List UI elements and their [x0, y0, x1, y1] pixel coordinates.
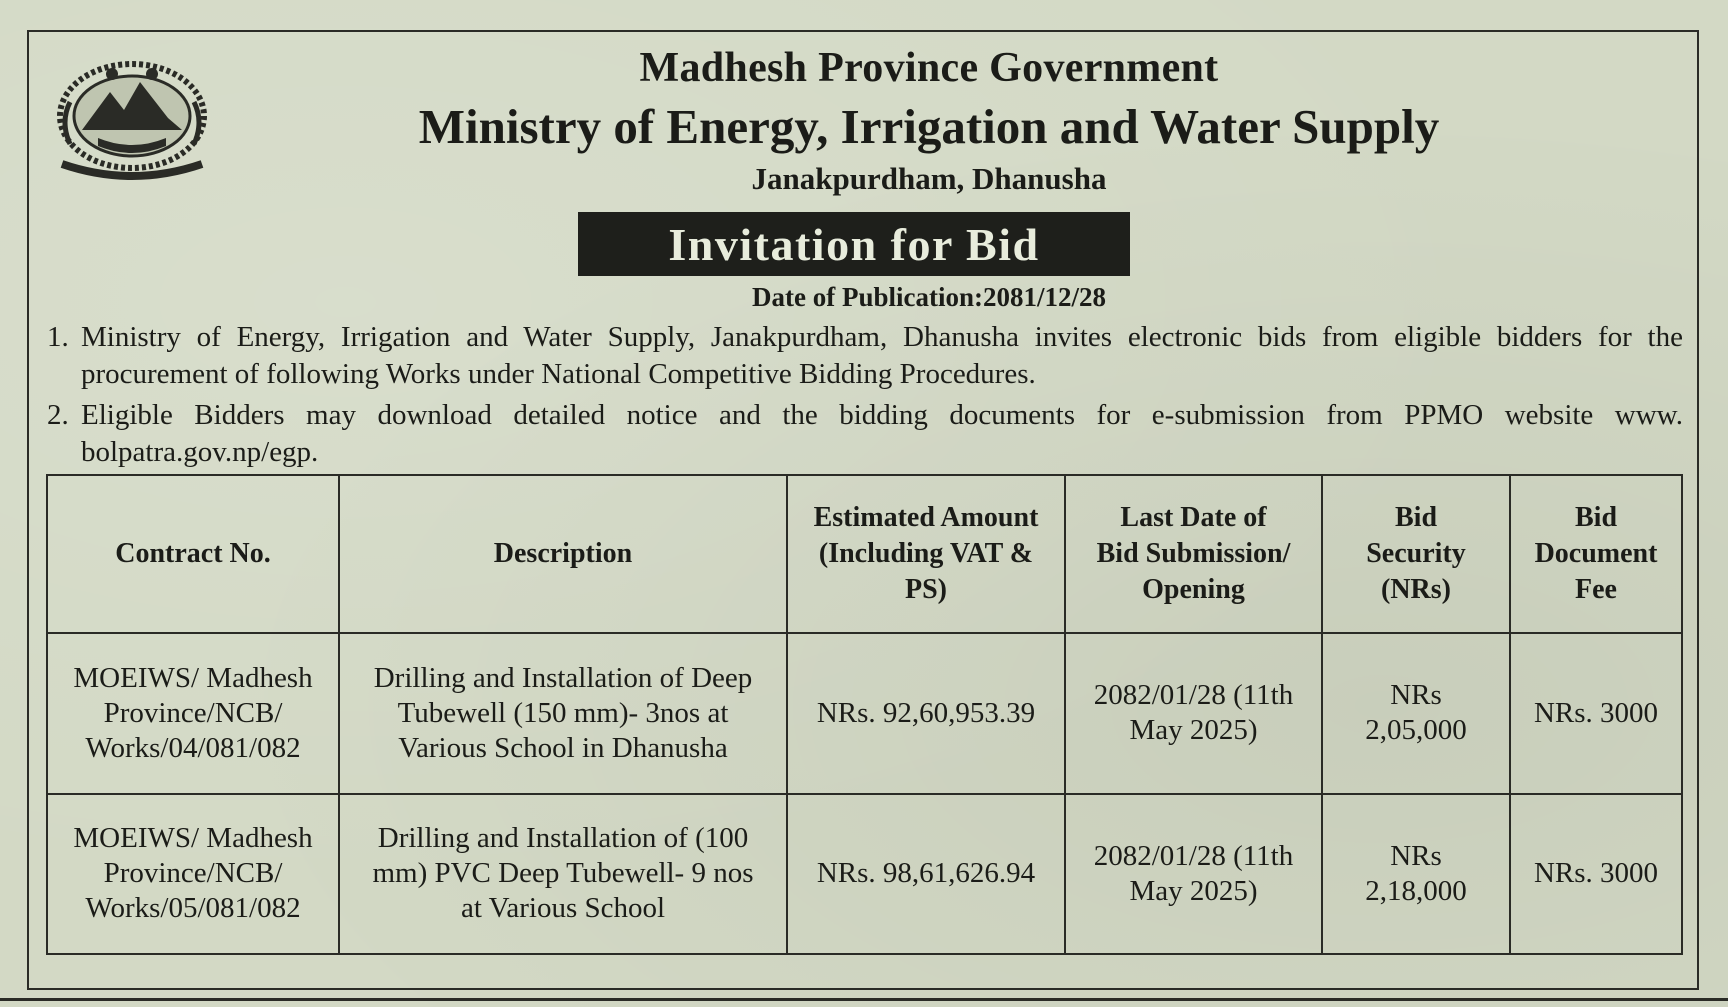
cell-estimated-amount: NRs. 98,61,626.94 — [787, 794, 1065, 955]
header-estimated-amount: Estimated Amount (Including VAT & PS) — [787, 475, 1065, 633]
cell-description: Drilling and Installation of (100 mm) PVC Deep Tubewell- 9 nos at Various School — [339, 794, 787, 955]
paragraph-text: Eligible Bidders may download detailed notice and the bidding documents for e-submission from PPMO website www. bolpatra.gov.np/egp. — [81, 399, 1683, 468]
header-description: Description — [339, 475, 787, 633]
header-last-date: Last Date of Bid Submission/ Opening — [1065, 475, 1322, 633]
paragraph-1 — [47, 319, 1683, 393]
ministry-name: Ministry of Energy, Irrigation and Water Supply — [418, 99, 1440, 154]
bottom-divider — [0, 998, 1728, 1001]
cell-last-date: 2082/01/28 (11th May 2025) — [1065, 794, 1322, 955]
cell-contract-no: MOEIWS/ Madhesh Province/NCB/ Works/04/081/082 — [47, 633, 339, 794]
bid-table — [46, 474, 1683, 955]
notice-title-banner — [578, 212, 1130, 276]
cell-description: Drilling and Installation of Deep Tubewell (150 mm)- 3nos at Various School in Dhanusha — [339, 633, 787, 794]
paragraph-2 — [47, 397, 1683, 471]
table-row — [47, 633, 1682, 794]
table-header-row — [47, 475, 1682, 633]
cell-contract-no: MOEIWS/ Madhesh Province/NCB/ Works/05/081/082 — [47, 794, 339, 955]
header-contract-no: Contract No. — [47, 475, 339, 633]
publication-date: Date of Publication:2081/12/28 — [752, 282, 1106, 312]
cell-document-fee: NRs. 3000 — [1510, 794, 1682, 955]
cell-bid-security: NRs 2,18,000 — [1322, 794, 1510, 955]
paragraph-number: 2. — [47, 399, 69, 431]
cell-estimated-amount: NRs. 92,60,953.39 — [787, 633, 1065, 794]
header-bid-security: Bid Security (NRs) — [1322, 475, 1510, 633]
table-row — [47, 794, 1682, 955]
notice-title: Invitation for Bid — [668, 218, 1040, 270]
government-name: Madhesh Province Government — [639, 45, 1219, 91]
paragraph-text: Ministry of Energy, Irrigation and Water Supply, Janakpurdham, Dhanusha invites electronic bids from eligible bidders for the procurement of following Works under National Competitive Bidding Procedures. — [81, 321, 1683, 390]
header-document-fee: Bid Document Fee — [1510, 475, 1682, 633]
cell-last-date: 2082/01/28 (11th May 2025) — [1065, 633, 1322, 794]
cell-bid-security: NRs 2,05,000 — [1322, 633, 1510, 794]
cell-document-fee: NRs. 3000 — [1510, 633, 1682, 794]
office-location: Janakpurdham, Dhanusha — [751, 161, 1107, 196]
paragraph-number: 1. — [47, 321, 69, 353]
